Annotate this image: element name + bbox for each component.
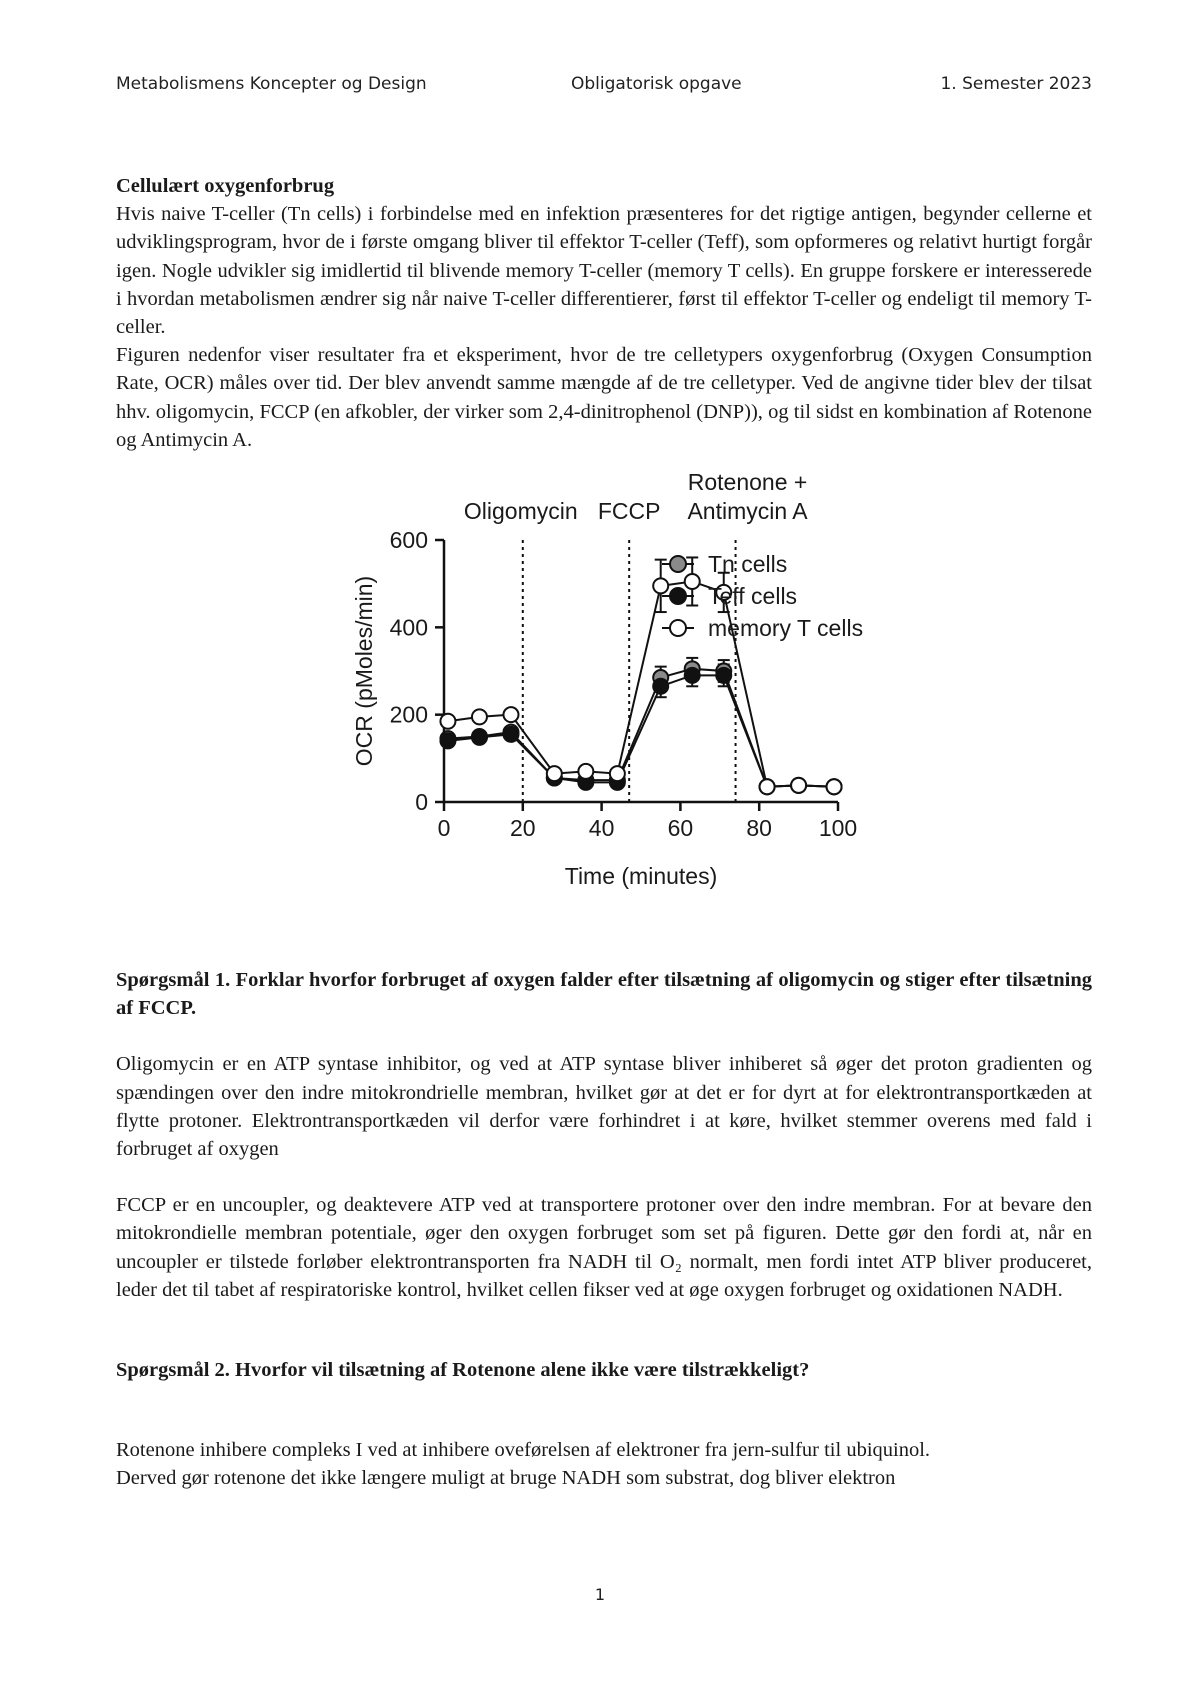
figure-intro-paragraph: Figuren nedenfor viser resultater fra et eksperiment, hvor de tre celletypers oxygenforbrug (Oxygen Consumption Rate, OCR) måles over tid. Der blev anvendt samme mængde af de tre celletyper. Ved de angivne tider blev der tilsat hhv. oligomycin, FCCP (en afkobler, der virker som 2,4-dinitrophenol (DNP)), og til sidst en kombination af Rotenone og Antimycin A. [116, 344, 1092, 451]
data-point [827, 779, 842, 794]
injection-label: FCCP [597, 498, 661, 525]
x-tick-label: 80 [746, 815, 772, 842]
x-tick-label: 60 [667, 815, 694, 842]
y-tick-label: 0 [415, 789, 428, 816]
legend-marker [670, 588, 686, 604]
data-point [685, 574, 700, 589]
header-semester: 1. Semester 2023 [940, 74, 1092, 94]
x-tick-label: 100 [818, 815, 858, 842]
question-2: Spørgsmål 2. Hvorfor vil tilsætning af Rotenone alene ikke være tilstrækkeligt? [116, 1359, 810, 1382]
answer-2-line-2: Derved gør rotenone det ikke længere muligt at bruge NADH som substrat, dog bliver elektron [116, 1467, 896, 1490]
series-line [448, 582, 834, 787]
x-tick-label: 0 [437, 815, 451, 842]
data-point [578, 764, 593, 779]
y-tick-label: 600 [389, 527, 428, 554]
data-point [440, 733, 455, 748]
data-point [503, 727, 518, 742]
legend-marker [670, 620, 686, 636]
page-number: 1 [594, 1585, 606, 1604]
page-header [116, 74, 1092, 100]
injection-label: Rotenone + [687, 469, 808, 496]
data-point [791, 778, 806, 793]
data-point [653, 578, 668, 593]
injection-label: Antimycin A [687, 498, 808, 525]
x-axis-label: Time (minutes) [564, 863, 718, 890]
data-point [653, 679, 668, 694]
data-point [760, 779, 775, 794]
data-point [685, 668, 700, 683]
data-point [472, 730, 487, 745]
data-point [472, 709, 487, 724]
x-tick-label: 40 [588, 815, 615, 842]
legend-label: Teff cells [708, 583, 798, 610]
data-point [440, 714, 455, 729]
data-point [547, 766, 562, 781]
intro-paragraph: Hvis naive T-celler (Tn cells) i forbindelse med en infektion præsenteres for det rigtige antigen, begynder cellerne et udviklingsprogram, hvor de i første omgang bliver til effektor T-celler (Teff), som opformeres og relativt hurtigt forgår igen. Nogle udvikler sig imidlertid til blivende memory T-celler (memory T cells). En gruppe forskere er interesserede i hvordan metabolismen ændrer sig når naive T-celler differentierer, først til effektor T-celler og endeligt til memory T-celler. [116, 203, 1092, 339]
y-tick-label: 400 [389, 614, 428, 641]
section-title: Cellulært oxygenforbrug [116, 175, 335, 197]
y-tick-label: 200 [389, 701, 428, 728]
header-course-title: Metabolismens Koncepter og Design [116, 74, 427, 94]
legend-label: Tn cells [708, 551, 788, 578]
data-point [503, 707, 518, 722]
answer-1-fccp: FCCP er en uncoupler, og deaktevere ATP ved at transportere protoner over den indre membran. For at bevare den mitokrondielle membran potentiale, øger den oxygen forbruget som set på figuren. Dette gør den fordi at, når en uncoupler er tilstede forløber elektrontransporten fra NADH til O₂ normalt, men fordi intet ATP bliver produceret, leder det til tabet af respiratoriske kontrol, hvilket cellen fikser ved at øge oxygen forbruget og oxidationen NADH. [116, 1194, 1092, 1301]
ocr-figure [116, 460, 1092, 966]
data-point [610, 766, 625, 781]
legend-marker [670, 556, 686, 572]
injection-label: Oligomycin [463, 498, 578, 525]
data-point [716, 668, 731, 683]
x-tick-label: 20 [510, 815, 536, 842]
document-body [116, 172, 1092, 1493]
answer-2-line-1: Rotenone inhibere compleks I ved at inhibere oveførelsen af elektroner fra jern-sulfur til ubiquinol. [116, 1439, 931, 1462]
y-axis-label: OCR (pMoles/min) [351, 575, 377, 767]
legend-label: memory T cells [708, 615, 864, 642]
ocr-chart [226, 460, 926, 966]
answer-1-oligomycin: Oligomycin er en ATP syntase inhibitor, og ved at ATP syntase bliver inhiberet så øger det proton gradienten og spændingen over den indre mitokrondrielle membran, hvilket gør at det er for dyrt at for elektrontransportkæden at flytte protoner. Elektrontransportkæden vil derfor være forhindret i at køre, hvilket stemmer overens med fald i forbruget af oxygen [116, 1053, 1092, 1161]
header-assignment-type: Obligatorisk opgave [571, 74, 742, 94]
question-1: Spørgsmål 1. Forklar hvorfor forbruget af oxygen falder efter tilsætning af oligomycin og stiger efter tilsætning af FCCP. [116, 969, 1092, 1020]
